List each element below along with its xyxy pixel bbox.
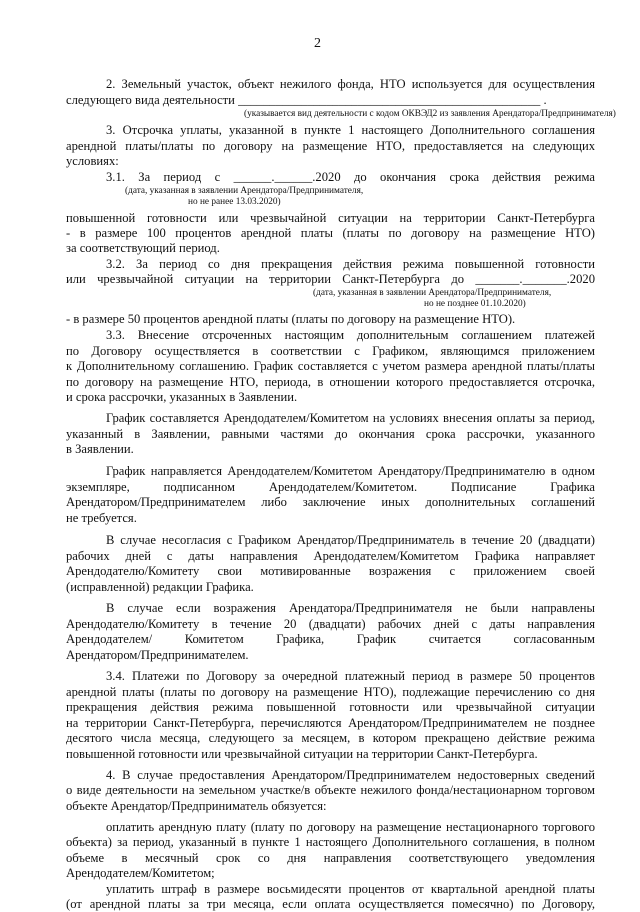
field-note: (указывается вид деятельности с кодом ОКВЭД2 из заявления Арендатора/Предпринимателя) — [244, 109, 616, 119]
paragraph-line: 3. Отсрочка уплаты, указанной в пункте 1 настоящего Дополнительного соглашения — [106, 123, 595, 137]
paragraph-line: на территории Санкт-Петербурга, перечисляются Арендатором/Предпринимателем не позднее — [66, 716, 595, 730]
paragraph-line: - в размере 50 процентов арендной платы (платы по договору на размещение НТО). — [66, 312, 516, 326]
paragraph-line: объекта) за период, указанный в пункте 1 настоящего Дополнительного соглашения, в полном — [66, 835, 595, 849]
paragraph-line: рабочих дней с даты направления Арендодателем/Комитетом Графика направляет — [66, 549, 595, 563]
paragraph-line: Арендатором/Предпринимателем либо заключение иных дополнительных соглашений — [66, 495, 595, 509]
paragraph-line: к Дополнительному соглашению. График составляется с учетом размера арендной платы/платы — [66, 359, 595, 373]
paragraph-line: о виде деятельности на земельном участке/в объекте нежилого фонда/нестационарном торговом — [66, 783, 595, 797]
paragraph-line: 3.1. За период с ______.______.2020 до окончания срока действия режима — [106, 170, 595, 184]
paragraph-line: десятого числа месяца, следующего за месяцем, в котором прекращено действие режима — [66, 731, 595, 745]
paragraph-line: объекте Арендатор/Предприниматель обязуется: — [66, 799, 327, 813]
paragraph-line: арендной платы (платы по договору на размещение НТО), подлежащие перечислению со дня — [66, 685, 595, 699]
paragraph-line: График направляется Арендодателем/Комитетом Арендатору/Предпринимателю в одном — [106, 464, 595, 478]
paragraph-line: 3.3. Внесение отсроченных настоящим дополнительным соглашением платежей — [106, 328, 595, 342]
paragraph-line: указанный в Заявлении, равными частями до окончания срока рассрочки, указанного — [66, 427, 595, 441]
paragraph-line: (исправленной) редакции Графика. — [66, 580, 254, 594]
paragraph-line: Арендодателю/Комитету свои мотивированные возражения с приложением своей — [66, 564, 595, 578]
paragraph-line: 2. Земельный участок, объект нежилого фонда, НТО используется для осуществления — [106, 77, 595, 91]
paragraph-line: в Заявлении. — [66, 442, 134, 456]
paragraph-line: не требуется. — [66, 511, 137, 525]
paragraph-line: следующего вида деятельности ________________________________________________ . — [66, 93, 547, 107]
paragraph-line: Арендодателем/ Комитетом Графика, График считается согласованным — [66, 632, 595, 646]
paragraph-line: уплатить штраф в размере восьмидесяти процентов от квартальной арендной платы — [106, 882, 595, 896]
paragraph-line: В случае несогласия с Графиком Арендатор/Предприниматель в течение 20 (двадцати) — [106, 533, 595, 547]
paragraph-line: арендной платы/платы по договору на размещение НТО, предоставляется на следующих — [66, 139, 595, 153]
paragraph-line: 3.4. Платежи по Договору за очередной платежный период в размере 50 процентов — [106, 669, 595, 683]
paragraph-line: и срока рассрочки, указанных в Заявлении. — [66, 390, 298, 404]
paragraph-line: объеме в месячный срок со дня направления соответствующего уведомления — [66, 851, 595, 865]
paragraph-line: 4. В случае предоставления Арендатором/Предпринимателем недостоверных сведений — [106, 768, 595, 782]
paragraph-line: Арендатором/Предпринимателем. — [66, 648, 249, 662]
paragraph-line: за соответствующий период. — [66, 241, 220, 255]
field-note: (дата, указанная в заявлении Арендатора/Предпринимателя, — [313, 288, 552, 298]
paragraph-line: или чрезвычайной ситуации на территории Санкт-Петербурга до _______._______.2020 — [66, 272, 595, 286]
paragraph-line: повышенной готовности или чрезвычайной ситуации на территории Санкт-Петербурга — [66, 211, 595, 225]
paragraph-line: по Договору осуществляется в соответствии с Графиком, являющимся приложением — [66, 344, 595, 358]
page-number: 2 — [314, 36, 321, 51]
paragraph-line: оплатить арендную плату (плату по договору на размещение нестационарного торгового — [106, 820, 595, 834]
paragraph-line: 3.2. За период со дня прекращения действия режима повышенной готовности — [106, 257, 595, 271]
paragraph-line: экземпляре, подписанном Арендодателем/Комитетом. Подписание Графика — [66, 480, 595, 494]
paragraph-line: (от арендной платы за три месяца, если оплата осуществляется помесячно) по Договору, — [66, 897, 595, 911]
paragraph-line: по договору на размещение НТО, периода, в отношении которого предоставляется отсрочка, — [66, 375, 595, 389]
paragraph-line: - в размере 100 процентов арендной платы (платы по договору на размещение НТО) — [66, 226, 595, 240]
paragraph-line: Арендодателем/Комитетом; — [66, 866, 215, 880]
field-note: (дата, указанная в заявлении Арендатора/Предпринимателя, — [125, 186, 364, 196]
paragraph-line: График составляется Арендодателем/Комитетом на условиях внесения оплаты за период, — [106, 411, 595, 425]
paragraph-line: прекращения действия режима повышенной готовности или чрезвычайной ситуации — [66, 700, 595, 714]
paragraph-line: В случае если возражения Арендатора/Предпринимателя не были направлены — [106, 601, 595, 615]
field-note: но не ранее 13.03.2020) — [188, 197, 281, 207]
field-note: но не позднее 01.10.2020) — [424, 299, 526, 309]
paragraph-line: повышенной готовности или чрезвычайной ситуации на территории Санкт-Петербурга. — [66, 747, 538, 761]
paragraph-line: Арендодателю/Комитету в течение 20 (двадцати) рабочих дней с даты направления — [66, 617, 595, 631]
paragraph-line: условиях: — [66, 154, 119, 168]
